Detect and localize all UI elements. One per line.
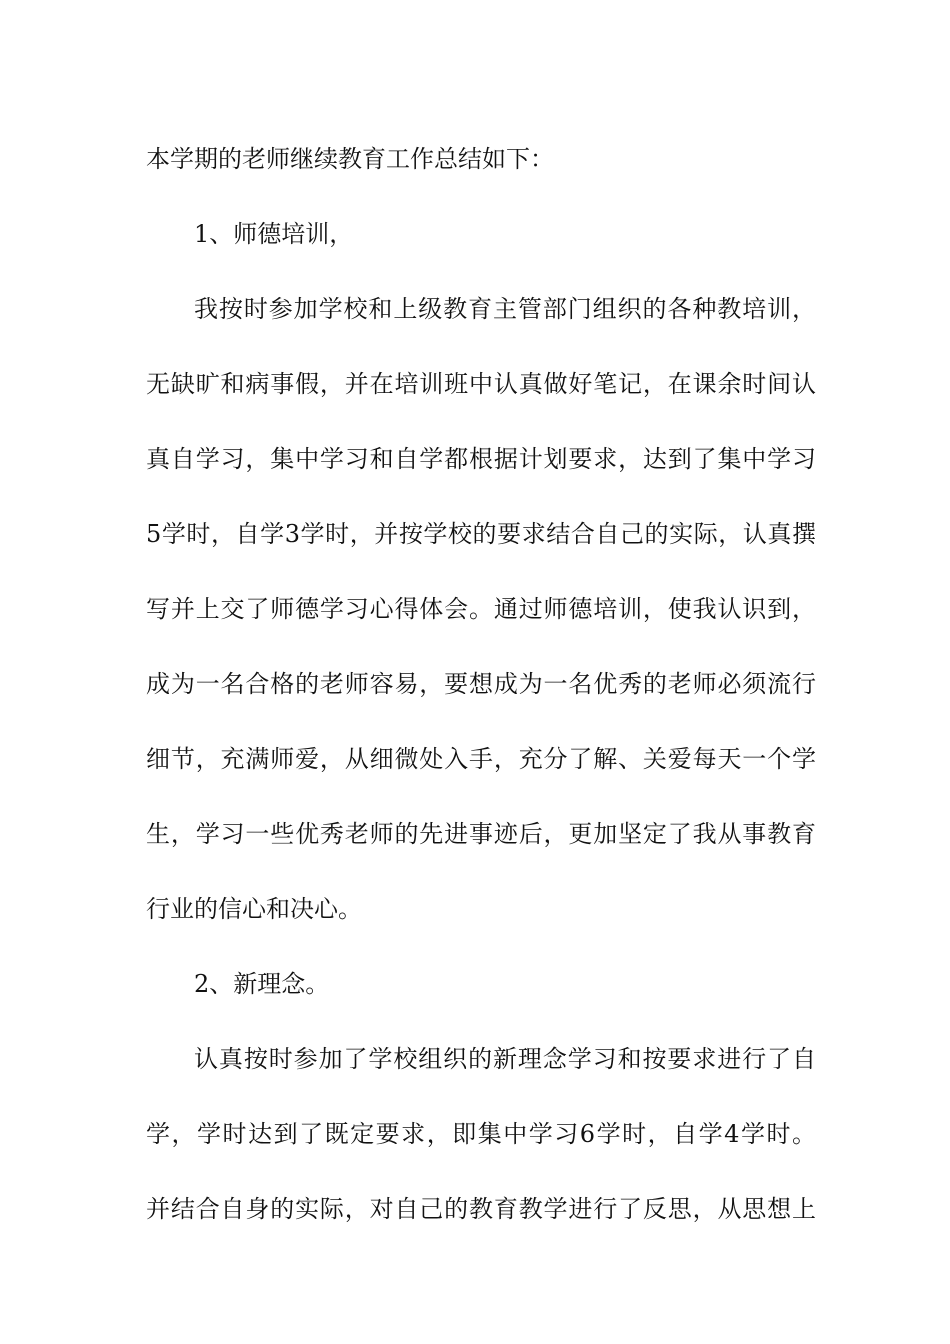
paragraph-intro-line: 本学期的老师继续教育工作总结如下： xyxy=(146,145,554,173)
section-heading-ethics: 1、师德培训， xyxy=(194,220,354,248)
paragraph-line: 我按时参加学校和上级教育主管部门组织的各种教培训， xyxy=(194,295,816,323)
paragraph-line: 行业的信心和决心。 xyxy=(146,895,362,923)
paragraph-line: 成为一名合格的老师容易，要想成为一名优秀的老师必须流行 xyxy=(146,670,816,698)
paragraph-line: 细节，充满师爱，从细微处入手，充分了解、关爱每天一个学 xyxy=(146,745,816,773)
paragraph-line: 5学时，自学3学时，并按学校的要求结合自己的实际，认真撰 xyxy=(146,520,816,548)
document-body xyxy=(146,122,816,1247)
section-heading-new-concept: 2、新理念。 xyxy=(194,970,330,998)
paragraph-line: 学，学时达到了既定要求，即集中学习6学时，自学4学时。 xyxy=(146,1120,816,1148)
paragraph-line: 真自学习，集中学习和自学都根据计划要求，达到了集中学习 xyxy=(146,445,816,473)
paragraph-line: 认真按时参加了学校组织的新理念学习和按要求进行了自 xyxy=(194,1045,816,1073)
paragraph-line: 写并上交了师德学习心得体会。通过师德培训，使我认识到， xyxy=(146,595,816,623)
paragraph-line: 无缺旷和病事假，并在培训班中认真做好笔记，在课余时间认 xyxy=(146,370,816,398)
paragraph-line: 生，学习一些优秀老师的先进事迹后，更加坚定了我从事教育 xyxy=(146,820,816,848)
paragraph-line: 并结合自身的实际，对自己的教育教学进行了反思，从思想上 xyxy=(146,1195,816,1223)
